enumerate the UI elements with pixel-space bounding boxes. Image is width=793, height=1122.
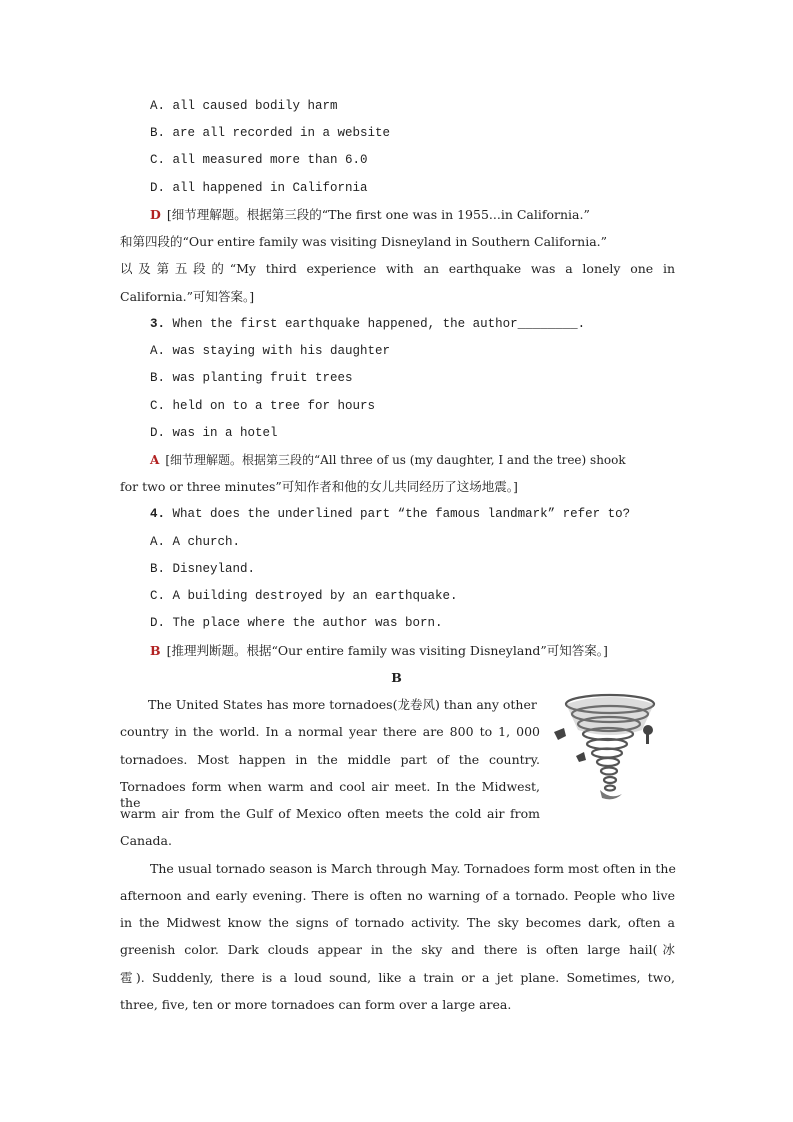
q4-expl-text-1: [推理判断题。根据“Our entire family was visiting Disneyland”可知答案。]	[166, 643, 608, 658]
p2-line-3: in the Midwest know the signs of tornado activity. The sky becomes dark, often a	[120, 915, 675, 930]
q2-explanation-line-2: 和第四段的“Our entire family was visiting Disneyland in Southern California.”	[120, 234, 608, 249]
q3-explanation-line-1	[150, 452, 675, 468]
q4-answer-letter: B	[150, 643, 161, 658]
p1-line-1: The United States has more tornadoes(龙卷风) than any other	[148, 697, 537, 712]
q2-answer-letter: D	[150, 207, 161, 222]
q4-option-b: B. Disneyland.	[150, 562, 256, 576]
q2-explanation-line-1	[150, 207, 675, 223]
q3-expl-text-1: [细节理解题。根据第三段的“All three of us (my daughter, I and the tree) shook	[165, 453, 626, 467]
q3-stem	[150, 316, 705, 332]
p2-line-6: three, five, ten or more tornadoes can form over a large area.	[120, 997, 512, 1012]
q4-number: 4.	[150, 507, 166, 521]
q4-option-c: C. A building destroyed by an earthquake.	[150, 589, 458, 603]
p2-line-1: The usual tornado season is March through May. Tornadoes form most often in the	[150, 861, 676, 876]
p2-line-5: 雹). Suddenly, there is a loud sound, like a train or a jet plane. Sometimes, two,	[120, 970, 675, 985]
section-b-heading: B	[391, 670, 402, 685]
q2-explanation-line-4: California.”可知答案。]	[120, 289, 255, 304]
p2-line-2: afternoon and early evening. There is often no warning of a tornado. People who live	[120, 888, 675, 903]
p2-line-4: greenish color. Dark clouds appear in the sky and there is often large hail(冰	[120, 942, 675, 957]
q4-option-d: D. The place where the author was born.	[150, 616, 443, 630]
q3-stem-text: When the first earthquake happened, the author________.	[172, 317, 586, 331]
q2-expl-text-1: [细节理解题。根据第三段的“The first one was in 1955...in California.”	[166, 207, 590, 222]
q2-explanation-line-3: 以及第五段的“My third experience with an earthquake was a lonely one in	[120, 261, 675, 276]
q3-option-b: B. was planting fruit trees	[150, 371, 353, 385]
q3-answer-letter: A	[150, 453, 160, 467]
q2-option-b: B. are all recorded in a website	[150, 126, 391, 140]
q4-option-a: A. A church.	[150, 535, 241, 549]
q4-explanation-line-1	[150, 643, 675, 659]
p1-line-6: Canada.	[120, 833, 172, 848]
q3-number: 3.	[150, 317, 166, 331]
q2-option-a: A. all caused bodily harm	[150, 99, 338, 113]
p1-line-5: warm air from the Gulf of Mexico often meets the cold air from	[120, 806, 540, 821]
q4-stem	[150, 506, 705, 522]
q2-option-c: C. all measured more than 6.0	[150, 153, 368, 167]
p1-line-4: Tornadoes form when warm and cool air meet. In the Midwest, the	[120, 779, 540, 810]
q3-option-a: A. was staying with his daughter	[150, 344, 391, 358]
q2-option-d: D. all happened in California	[150, 181, 368, 195]
tornado-illustration	[552, 690, 670, 808]
p1-line-2: country in the world. In a normal year there are 800 to 1, 000	[120, 724, 540, 739]
q4-stem-text: What does the underlined part “the famous landmark” refer to?	[172, 507, 631, 521]
q3-explanation-line-2: for two or three minutes”可知作者和他的女儿共同经历了这场地震。]	[120, 479, 518, 494]
q3-option-c: C. held on to a tree for hours	[150, 399, 376, 413]
p1-line-3: tornadoes. Most happen in the middle part of the country.	[120, 752, 540, 767]
q3-option-d: D. was in a hotel	[150, 426, 278, 440]
